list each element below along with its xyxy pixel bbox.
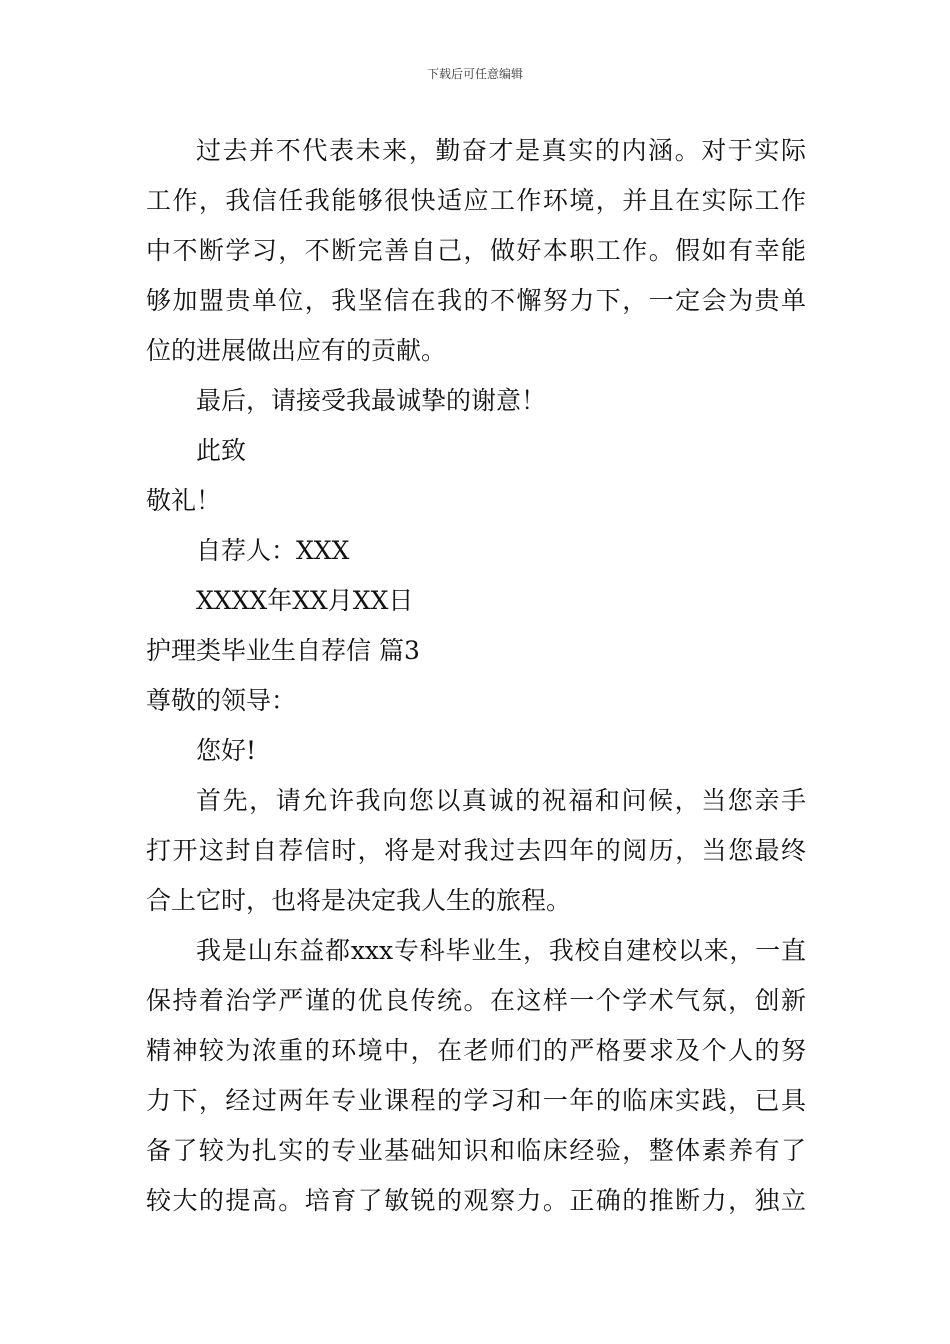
page-header-note: 下载后可任意编辑 (426, 67, 523, 81)
text-line: 较大的提高。培育了敏锐的观察力。正确的推断力，独立 (146, 1186, 806, 1215)
text-line: 过去并不代表未来，勤奋才是真实的内涵。对于实际 (196, 136, 806, 165)
text-line: 备了较为扎实的专业基础知识和临床经验，整体素养有了 (146, 1136, 806, 1165)
text-line: 我是山东益都xxx专科毕业生，我校自建校以来，一直 (196, 936, 806, 965)
text-line: 此致 (196, 436, 247, 465)
text-line: 自荐人：XXX (196, 536, 350, 565)
text-line: 合上它时，也将是决定我人生的旅程。 (146, 886, 572, 915)
text-line: 尊敬的领导： (146, 686, 297, 715)
text-line: XXXX年XX月XX日 (196, 586, 414, 615)
document-body (146, 126, 806, 1226)
text-line: 首先，请允许我向您以真诚的祝福和问候，当您亲手 (196, 786, 806, 815)
text-line: 最后，请接受我最诚挚的谢意！ (196, 386, 547, 415)
text-line: 敬礼！ (146, 486, 222, 515)
text-line: 位的进展做出应有的贡献。 (146, 336, 447, 365)
text-line: 保持着治学严谨的优良传统。在这样一个学术气氛，创新 (146, 986, 806, 1015)
text-line: 中不断学习，不断完善自己，做好本职工作。假如有幸能 (146, 236, 806, 265)
text-line: 工作，我信任我能够很快适应工作环境，并且在实际工作 (146, 186, 806, 215)
text-line: 您好! (196, 736, 257, 765)
text-line: 打开这封自荐信时，将是对我过去四年的阅历，当您最终 (146, 836, 806, 865)
text-line: 护理类毕业生自荐信 篇3 (146, 636, 420, 665)
text-line: 够加盟贵单位，我坚信在我的不懈努力下，一定会为贵单 (146, 286, 806, 315)
text-line: 精神较为浓重的环境中，在老师们的严格要求及个人的努 (146, 1036, 806, 1065)
text-line: 力下，经过两年专业课程的学习和一年的临床实践，已具 (146, 1086, 806, 1115)
